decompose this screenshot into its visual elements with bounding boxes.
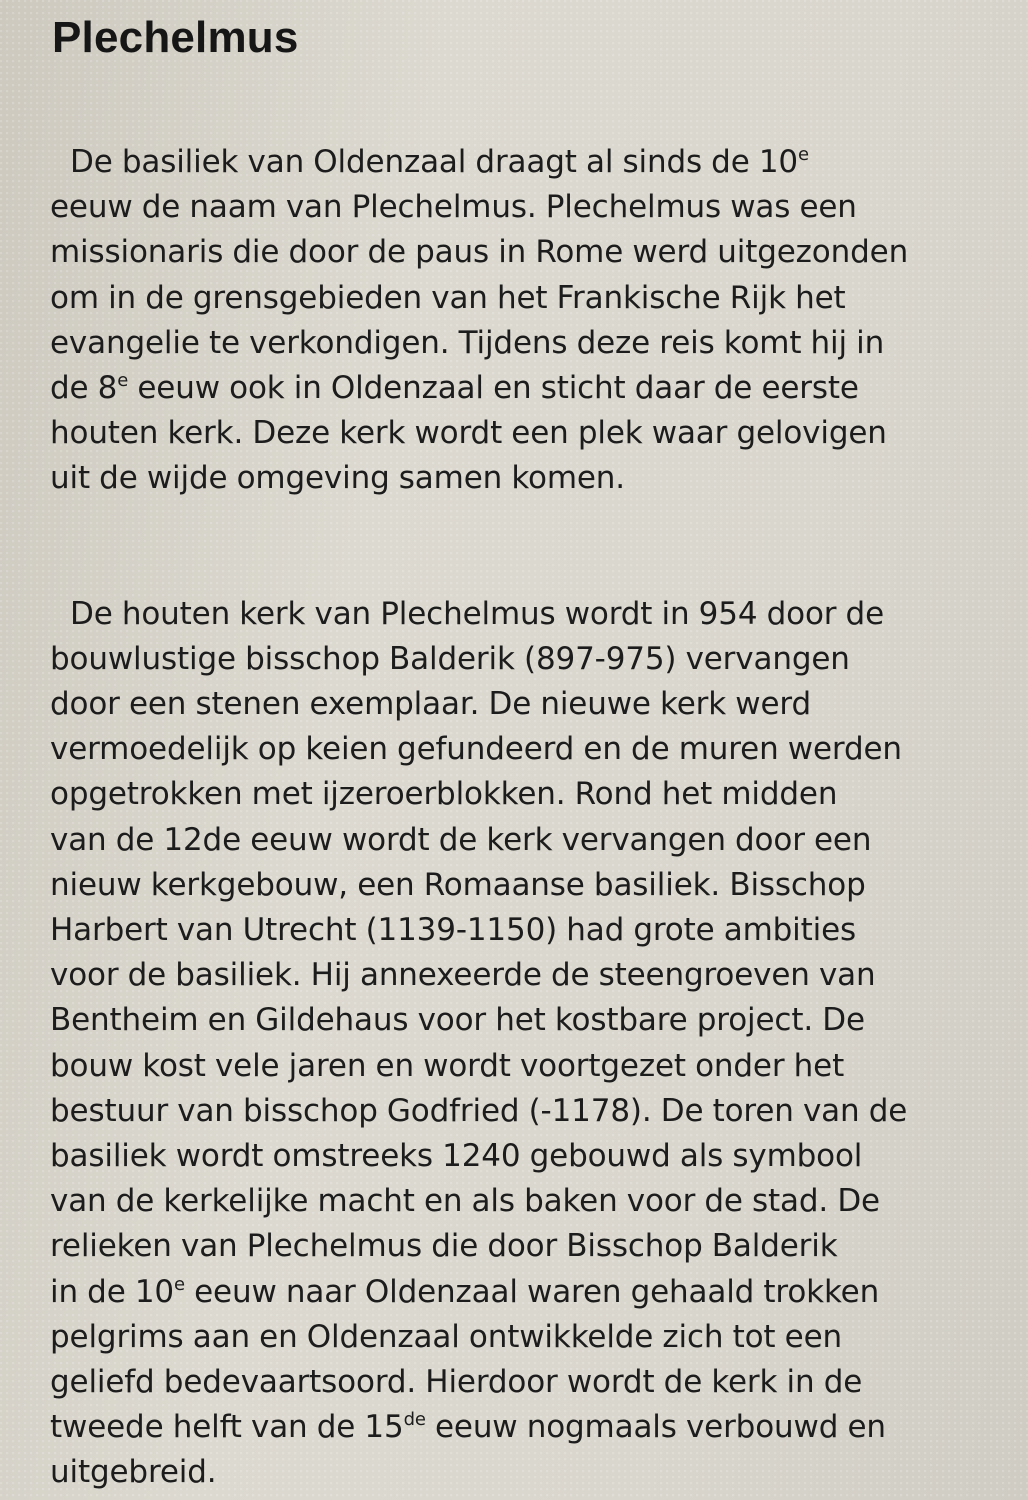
text-line: evangelie te verkondigen. Tijdens deze reis komt hij in	[50, 324, 885, 361]
text-line: door een stenen exemplaar. De nieuwe kerk werd	[50, 686, 811, 723]
paragraph-church-history	[50, 592, 1004, 1496]
text-line: eeuw de naam van Plechelmus. Plechelmus was een	[50, 189, 857, 226]
text-line: uit de wijde omgeving samen komen.	[50, 460, 626, 497]
text-line: van de 12de eeuw wordt de kerk vervangen door een	[50, 821, 872, 858]
text-line: missionaris die door de paus in Rome werd uitgezonden	[50, 234, 909, 271]
text-line: De basiliek van Oldenzaal draagt al sinds de 10e	[70, 144, 809, 180]
paragraph-plechelmus-history	[50, 140, 1004, 502]
text-line: bouwlustige bisschop Balderik (897-975) vervangen	[50, 640, 850, 677]
text-line: pelgrims aan en Oldenzaal ontwikkelde zich tot een	[50, 1318, 842, 1355]
text-line: opgetrokken met ijzeroerblokken. Rond het midden	[50, 776, 838, 813]
text-line: in de 10e eeuw naar Oldenzaal waren gehaald trokken	[50, 1273, 880, 1310]
text-line: om in de grensgebieden van het Frankische Rijk het	[50, 279, 846, 316]
text-line: Harbert van Utrecht (1139-1150) had grote ambities	[50, 912, 857, 949]
superscript: e	[117, 370, 129, 392]
text-line: Bentheim en Gildehaus voor het kostbare project. De	[50, 1002, 865, 1039]
text-line: de 8e eeuw ook in Oldenzaal en sticht daar de eerste	[50, 370, 859, 407]
text-line: tweede helft van de 15de eeuw nogmaals verbouwd en	[50, 1409, 886, 1446]
superscript: e	[798, 144, 809, 165]
text-line: houten kerk. Deze kerk wordt een plek waar gelovigen	[50, 415, 887, 452]
superscript: e	[173, 1273, 185, 1295]
text-line: geliefd bedevaartsoord. Hierdoor wordt de kerk in de	[50, 1364, 863, 1401]
text-line: voor de basiliek. Hij annexeerde de steengroeven van	[50, 957, 876, 994]
superscript: de	[403, 1409, 426, 1431]
text-line: bestuur van bisschop Godfried (-1178). De toren van de	[50, 1092, 908, 1129]
text-line: relieken van Plechelmus die door Bisschop Balderik	[50, 1228, 838, 1265]
panel-title: Plechelmus	[52, 13, 299, 62]
text-line: bouw kost vele jaren en wordt voortgezet onder het	[50, 1047, 845, 1084]
text-line: van de kerkelijke macht en als baken voor de stad. De	[50, 1183, 880, 1220]
text-line: nieuw kerkgebouw, een Romaanse basiliek. Bisschop	[50, 866, 866, 903]
text-line: uitgebreid.	[50, 1454, 217, 1491]
text-line: vermoedelijk op keien gefundeerd en de muren werden	[50, 731, 902, 768]
text-line: basiliek wordt omstreeks 1240 gebouwd als symbool	[50, 1138, 863, 1175]
text-line: De houten kerk van Plechelmus wordt in 954 door de	[70, 595, 885, 632]
